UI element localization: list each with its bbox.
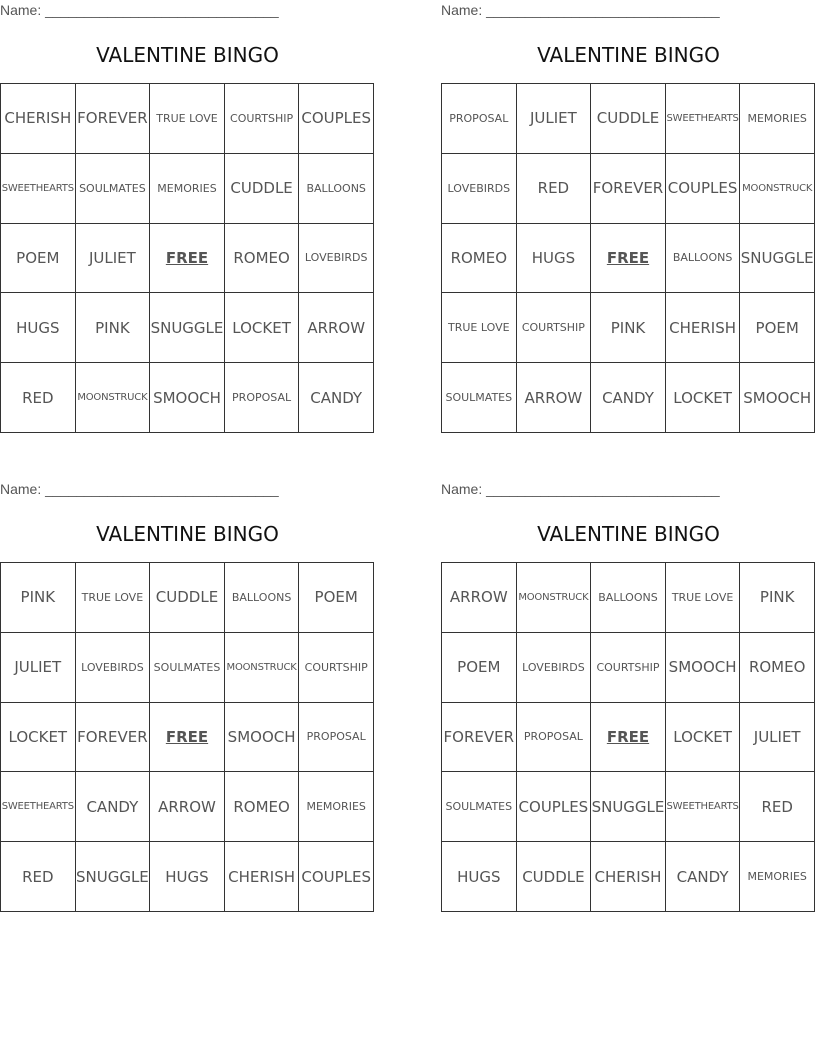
bingo-cell: FOREVER: [76, 703, 151, 773]
free-space: FREE: [150, 703, 225, 773]
free-space: FREE: [591, 224, 666, 294]
bingo-cell: BALLOONS: [591, 563, 666, 633]
bingo-cell: ARROW: [517, 363, 592, 433]
bingo-cell: COURTSHIP: [299, 633, 374, 703]
bingo-cell: LOCKET: [666, 703, 741, 773]
bingo-cell: SOULMATES: [150, 633, 225, 703]
bingo-cell: CUDDLE: [150, 563, 225, 633]
bingo-cell: LOCKET: [666, 363, 741, 433]
bingo-cell: CANDY: [76, 772, 151, 842]
bingo-cell: SWEETHEARTS: [1, 772, 76, 842]
bingo-cell: CANDY: [666, 842, 741, 912]
bingo-cell: SMOOCH: [150, 363, 225, 433]
bingo-cell: PINK: [591, 293, 666, 363]
bingo-cell: SMOOCH: [225, 703, 300, 773]
card-title: VALENTINE BINGO: [96, 522, 279, 546]
bingo-cell: LOVEBIRDS: [76, 633, 151, 703]
card-title: VALENTINE BINGO: [537, 522, 720, 546]
bingo-cell: ARROW: [150, 772, 225, 842]
bingo-cell: POEM: [1, 224, 76, 294]
bingo-cell: SNUGGLE: [591, 772, 666, 842]
bingo-cell: SMOOCH: [740, 363, 815, 433]
bingo-cell: JULIET: [76, 224, 151, 294]
bingo-cell: PINK: [1, 563, 76, 633]
bingo-cell: HUGS: [442, 842, 517, 912]
bingo-cell: RED: [1, 842, 76, 912]
bingo-cell: COUPLES: [299, 842, 374, 912]
bingo-cell: CUDDLE: [225, 154, 300, 224]
bingo-cell: COURTSHIP: [591, 633, 666, 703]
bingo-grid: [441, 83, 815, 433]
bingo-cell: ROMEO: [740, 633, 815, 703]
bingo-cell: BALLOONS: [299, 154, 374, 224]
bingo-cell: RED: [740, 772, 815, 842]
bingo-cell: SNUGGLE: [76, 842, 151, 912]
bingo-cell: POEM: [299, 563, 374, 633]
bingo-grid: [0, 562, 374, 912]
bingo-cell: CHERISH: [225, 842, 300, 912]
bingo-cell: FOREVER: [76, 84, 151, 154]
bingo-cell: COUPLES: [517, 772, 592, 842]
bingo-cell: TRUE LOVE: [666, 563, 741, 633]
bingo-cell: MEMORIES: [299, 772, 374, 842]
bingo-cell: MOONSTRUCK: [517, 563, 592, 633]
bingo-cell: JULIET: [517, 84, 592, 154]
bingo-grid: [441, 562, 815, 912]
name-field[interactable]: Name: ______________________________: [441, 2, 720, 18]
bingo-cell: PROPOSAL: [517, 703, 592, 773]
bingo-cell: POEM: [740, 293, 815, 363]
bingo-cell: LOCKET: [1, 703, 76, 773]
bingo-cell: MOONSTRUCK: [76, 363, 151, 433]
bingo-cell: ROMEO: [225, 224, 300, 294]
bingo-cell: ARROW: [299, 293, 374, 363]
bingo-cell: JULIET: [1, 633, 76, 703]
bingo-cell: MOONSTRUCK: [740, 154, 815, 224]
bingo-cell: SOULMATES: [442, 363, 517, 433]
bingo-cell: HUGS: [517, 224, 592, 294]
name-field[interactable]: Name: ______________________________: [0, 2, 279, 18]
bingo-cell: BALLOONS: [225, 563, 300, 633]
bingo-cell: POEM: [442, 633, 517, 703]
bingo-cell: ARROW: [442, 563, 517, 633]
bingo-cell: ROMEO: [442, 224, 517, 294]
bingo-cell: SNUGGLE: [150, 293, 225, 363]
card-title: VALENTINE BINGO: [96, 43, 279, 67]
name-field[interactable]: Name: ______________________________: [0, 481, 279, 497]
bingo-cell: RED: [1, 363, 76, 433]
bingo-cell: MEMORIES: [740, 842, 815, 912]
bingo-cell: CUDDLE: [591, 84, 666, 154]
bingo-card-2: [441, 0, 816, 434]
bingo-cell: CHERISH: [666, 293, 741, 363]
bingo-cell: SOULMATES: [76, 154, 151, 224]
bingo-cell: COURTSHIP: [225, 84, 300, 154]
bingo-cell: COUPLES: [299, 84, 374, 154]
bingo-cell: FOREVER: [591, 154, 666, 224]
bingo-card-4: [441, 479, 816, 913]
bingo-cell: CANDY: [591, 363, 666, 433]
bingo-cell: BALLOONS: [666, 224, 741, 294]
bingo-cell: MEMORIES: [740, 84, 815, 154]
bingo-grid: [0, 83, 374, 433]
card-title: VALENTINE BINGO: [537, 43, 720, 67]
bingo-cell: RED: [517, 154, 592, 224]
bingo-card-1: [0, 0, 375, 434]
bingo-cell: SMOOCH: [666, 633, 741, 703]
bingo-cell: MOONSTRUCK: [225, 633, 300, 703]
bingo-cell: TRUE LOVE: [150, 84, 225, 154]
bingo-cell: HUGS: [150, 842, 225, 912]
bingo-cell: SOULMATES: [442, 772, 517, 842]
free-space: FREE: [591, 703, 666, 773]
bingo-cell: SWEETHEARTS: [1, 154, 76, 224]
bingo-cell: MEMORIES: [150, 154, 225, 224]
bingo-cell: PINK: [76, 293, 151, 363]
bingo-cell: LOVEBIRDS: [299, 224, 374, 294]
bingo-cell: SNUGGLE: [740, 224, 815, 294]
bingo-cell: COURTSHIP: [517, 293, 592, 363]
bingo-cell: CHERISH: [1, 84, 76, 154]
free-space: FREE: [150, 224, 225, 294]
bingo-cell: COUPLES: [666, 154, 741, 224]
bingo-cell: TRUE LOVE: [442, 293, 517, 363]
bingo-cell: LOCKET: [225, 293, 300, 363]
bingo-cell: CANDY: [299, 363, 374, 433]
bingo-cell: CUDDLE: [517, 842, 592, 912]
bingo-card-3: [0, 479, 375, 913]
bingo-cell: SWEETHEARTS: [666, 84, 741, 154]
bingo-cell: PINK: [740, 563, 815, 633]
bingo-cell: CHERISH: [591, 842, 666, 912]
bingo-cell: SWEETHEARTS: [666, 772, 741, 842]
bingo-cell: FOREVER: [442, 703, 517, 773]
bingo-cell: HUGS: [1, 293, 76, 363]
bingo-cell: PROPOSAL: [442, 84, 517, 154]
bingo-cell: PROPOSAL: [299, 703, 374, 773]
bingo-cell: PROPOSAL: [225, 363, 300, 433]
bingo-cell: JULIET: [740, 703, 815, 773]
bingo-cell: ROMEO: [225, 772, 300, 842]
bingo-cell: LOVEBIRDS: [517, 633, 592, 703]
bingo-cell: TRUE LOVE: [76, 563, 151, 633]
bingo-cell: LOVEBIRDS: [442, 154, 517, 224]
name-field[interactable]: Name: ______________________________: [441, 481, 720, 497]
